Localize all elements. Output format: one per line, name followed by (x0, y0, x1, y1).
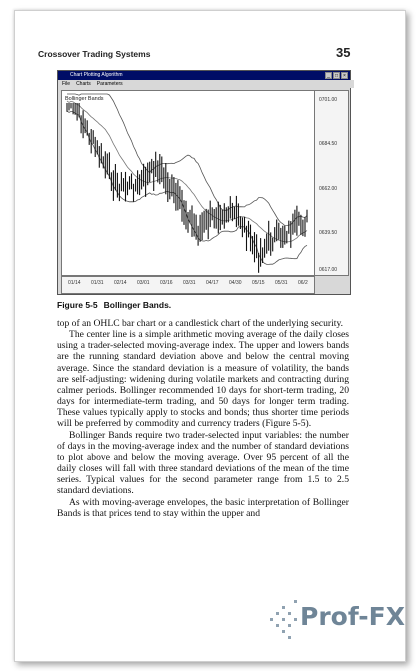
figure-caption (57, 300, 171, 310)
x-tick-label: 03/16 (160, 280, 173, 286)
menu-bar (58, 80, 354, 88)
menu-charts[interactable]: Charts (76, 81, 91, 87)
figure-title: Bollinger Bands. (103, 300, 172, 310)
window-title: Chart Plotting Algorithm (70, 72, 123, 78)
paragraph: Bollinger Bands require two trader-selected input variables: the number of days in the moving-average index and the number of standard deviations to plot above and below the moving average. Over 95 percent of all the daily closes will fall with three standard deviations of the mean of the time series. Typical values for the second parameter range from 1.5 to 2.5 standard deviations. (57, 429, 349, 497)
figure-number: Figure 5-5 (57, 300, 98, 310)
plot-label: Bollinger Bands (65, 96, 104, 102)
x-axis-panel (61, 276, 315, 294)
x-tick-label: 01/14 (68, 280, 81, 286)
y-tick-label: 0617.00 (319, 267, 338, 273)
minimize-icon[interactable]: _ (325, 72, 332, 79)
menu-parameters[interactable]: Parameters (96, 81, 123, 87)
x-tick-label: 01/31 (91, 280, 104, 286)
x-tick-label: 06/2 (298, 280, 308, 286)
paragraph: The center line is a simple arithmetic moving average of the daily closes using a trader-selected moving-average index. The upper and lowers bands are the running standard deviation above and below the central moving average. Since the standard deviation is a measure of volatility, the bands are self-adjusting: widening during volatile markets and contracting during calmer periods. Bollinger recommended 10 days for short-term trading, 20 days for intermediate-term trading, and 50 days for longer term trading. These values typically apply to stocks and bonds; thus shorter time periods will be preferred by commodity and currency traders (Figure 5-5). (57, 329, 349, 430)
chart-window-figure (57, 70, 351, 295)
x-tick-label: 05/15 (252, 280, 265, 286)
x-tick-label: 05/31 (275, 280, 288, 286)
bollinger-chart (62, 91, 314, 275)
y-tick-label: 0684.50 (319, 141, 338, 147)
x-tick-label: 03/01 (137, 280, 150, 286)
y-tick-label: 0639.50 (319, 230, 338, 236)
price-plot-area (61, 90, 315, 276)
x-tick-label: 03/31 (183, 280, 196, 286)
close-icon[interactable]: × (341, 72, 348, 79)
maximize-icon[interactable]: □ (334, 73, 339, 79)
x-tick-label: 02/14 (114, 280, 127, 286)
paragraph: As with moving-average envelopes, the basic interpretation of Bollinger Bands is that prices tend to stay within the upper and (57, 496, 349, 519)
x-tick-label: 04/17 (206, 280, 219, 286)
paragraph: top of an OHLC bar chart or a candlestick chart of the underlying security. (57, 318, 344, 329)
body-text (57, 318, 349, 519)
y-tick-label: 0662.00 (319, 186, 338, 192)
x-tick-label: 04/30 (229, 280, 242, 286)
running-head: Crossover Trading Systems (38, 49, 151, 59)
y-axis-panel (314, 90, 349, 276)
window-controls (325, 72, 348, 79)
menu-file[interactable]: File (62, 81, 71, 87)
watermark-text: Prof-FX (300, 602, 405, 631)
window-titlebar (58, 71, 350, 80)
page-number: 35 (336, 45, 351, 60)
moving-average-line (67, 101, 307, 242)
y-tick-label: 0701.00 (319, 97, 338, 103)
